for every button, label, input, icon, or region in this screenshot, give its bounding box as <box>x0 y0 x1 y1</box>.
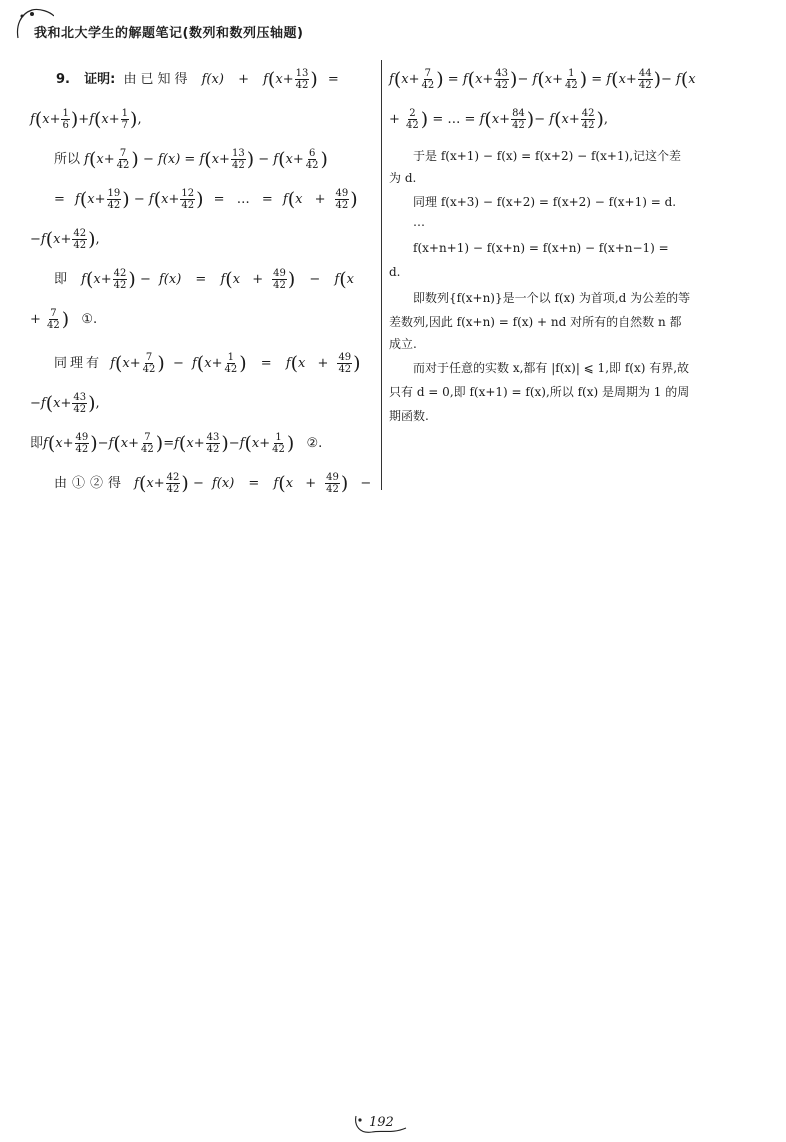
right-line-9: 即数列{f(x+n)}是一个以 f(x) 为首项,d 为公差的等 <box>413 291 691 305</box>
left-line-7: + $\frac{7}{42}$ ) ①. <box>30 308 98 331</box>
right-line-11: 成立. <box>389 337 417 351</box>
left-line-10: 即f(x+ $\frac{49}{42}$ )−f(x+ $\frac{7}{42}$ )=f(x+ $\frac{43}{42}$ )−f(x+ $\frac{1}{42}$ ) ②. <box>30 432 323 455</box>
right-line-1: f(x+ $\frac{7}{42}$ ) = f(x+ $\frac{43}{42}$ )− f(x+ $\frac{1}{42}$ ) = f(x+ $\frac{44}{42}$ )− f(x <box>389 68 696 91</box>
left-line-4: = f(x+ $\frac{19}{42}$ ) − f(x+ $\frac{12}{42}$ ) = … = f(x + $\frac{49}{42}$ ) <box>54 188 358 211</box>
left-line-8: 同理有 f(x+ $\frac{7}{42}$ ) − f(x+ $\frac{1}{42}$ ) = f(x + $\frac{49}{42}$ ) <box>54 352 361 375</box>
left-line-6: 即 f(x+ $\frac{42}{42}$ ) − f(x) = f(x + $\frac{49}{42}$ ) − f(x <box>54 268 355 291</box>
page-footer <box>352 1112 412 1136</box>
right-line-5: 同理 f(x+3) − f(x+2) = f(x+2) − f(x+1) = d. <box>413 195 677 209</box>
header-title: 我和北大学生的解题笔记(数列和数列压轴题) <box>34 26 304 41</box>
fraction: $\frac{13}{42}$ <box>295 68 309 91</box>
column-divider <box>381 60 382 490</box>
page-number: 192 <box>369 1115 394 1130</box>
right-line-10: 差数列,因此 f(x+n) = f(x) + nd 对所有的自然数 n 都 <box>389 315 682 329</box>
right-line-12: 而对于任意的实数 x,都有 |f(x)| ⩽ 1,即 f(x) 有界,故 <box>413 361 690 375</box>
left-line-9: −f(x+ $\frac{43}{42}$ ), <box>30 392 100 415</box>
right-line-6: … <box>413 215 425 229</box>
right-line-3: 于是 f(x+1) − f(x) = f(x+2) − f(x+1),记这个差 <box>413 149 682 163</box>
left-line-11: 由①②得 f(x+ $\frac{42}{42}$ ) − f(x) = f(x + $\frac{49}{42}$ ) − <box>54 472 372 495</box>
right-line-14: 期函数. <box>389 409 429 423</box>
right-line-2: + $\frac{2}{42}$ ) = … = f(x+ $\frac{84}{42}$ )− f(x+ $\frac{42}{42}$ ), <box>389 108 609 131</box>
left-line-1: 9. 证明: 由已知得 f(x) + f(x+ $\frac{13}{42}$ ) = <box>56 68 339 91</box>
left-line-5: −f(x+ $\frac{42}{42}$ ), <box>30 228 100 251</box>
left-line-2: f(x+ $\frac{1}{6}$ )+f(x+ $\frac{1}{7}$ ), <box>30 108 142 131</box>
right-line-13: 只有 d = 0,即 f(x+1) = f(x),所以 f(x) 是周期为 1 的周 <box>389 385 690 399</box>
right-line-7: f(x+n+1) − f(x+n) = f(x+n) − f(x+n−1) = <box>413 241 669 255</box>
running-header <box>14 6 394 42</box>
left-line-3: 所以 f(x+ $\frac{7}{42}$ ) − f(x) = f(x+ $\frac{13}{42}$ ) − f(x+ $\frac{6}{42}$ ) <box>54 148 328 171</box>
right-line-4: 为 d. <box>389 171 417 185</box>
right-line-8: d. <box>389 265 401 279</box>
